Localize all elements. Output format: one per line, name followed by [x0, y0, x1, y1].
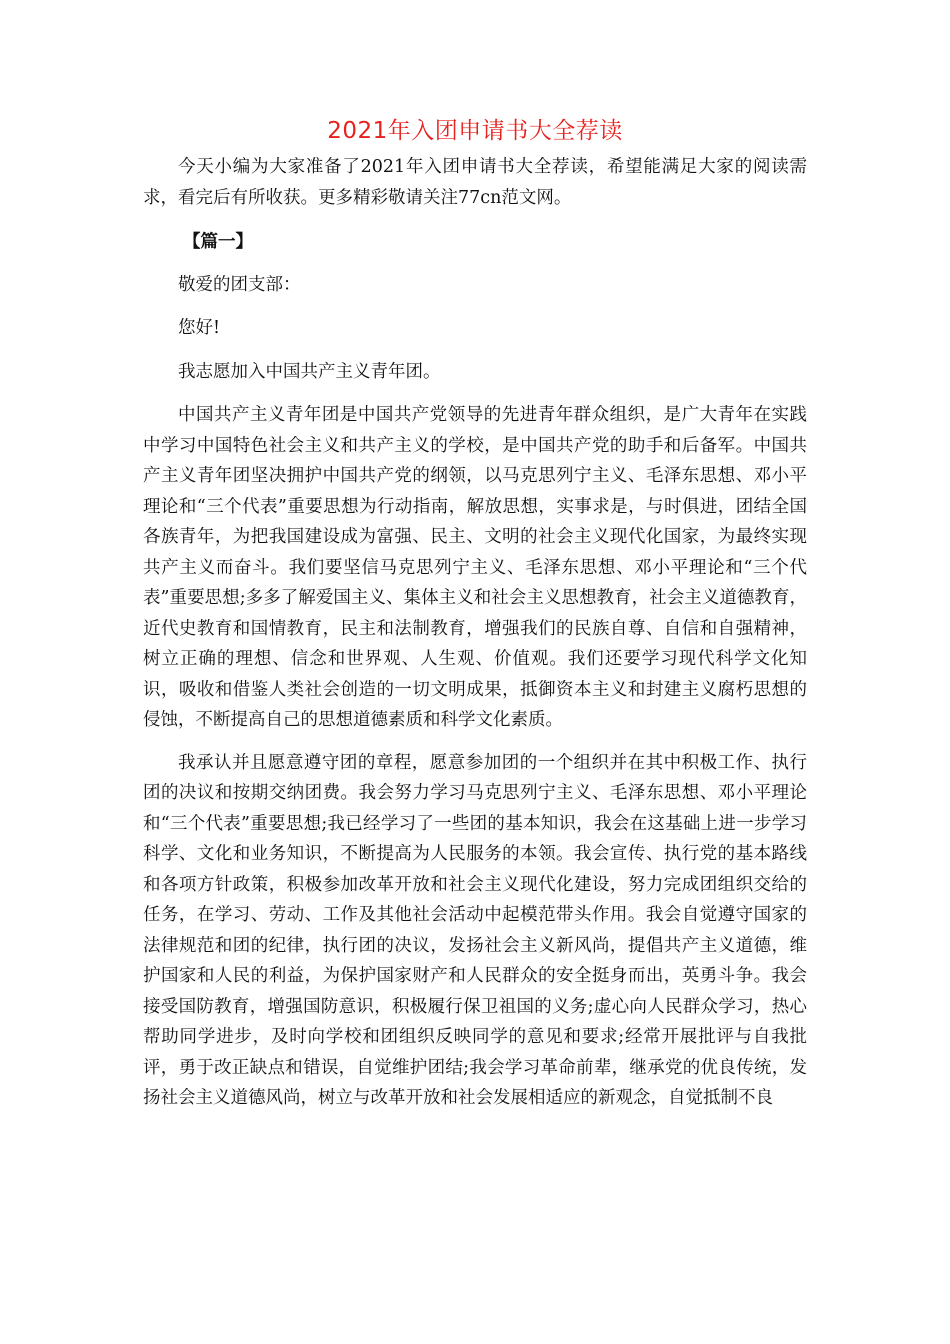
document-title: 2021年入团申请书大全荐读: [327, 118, 623, 144]
body-paragraph-2: 我承认并且愿意遵守团的章程，愿意参加团的一个组织并在其中积极工作、执行团的决议和按期交纳团费。我会努力学习马克思列宁主义、毛泽东思想、邓小平理论和“三个代表”重要思想;我已经学习了一些团的基本知识，我会在这基础上进一步学习科学、文化和业务知识，不断提高为人民服务的本领。我会宣传、执行党的基本路线和各项方针政策，积极参加改革开放和社会主义现代化建设，努力完成团组织交给的任务，在学习、劳动、工作及其他社会活动中起模范带头作用。我会自觉遵守国家的法律规范和团的纪律，执行团的决议，发扬社会主义新风尚，提倡共产主义道德，维护国家和人民的利益，为保护国家财产和人民群众的安全挺身而出，英勇斗争。我会接受国防教育，增强国防意识，积极履行保卫祖国的义务;虚心向人民群众学习，热心帮助同学进步，及时向学校和团组织反映同学的意见和要求;经常开展批评与自我批评，勇于改正缺点和错误，自觉维护团结;我会学习革命前辈，继承党的优良传统，发扬社会主义道德风尚，树立与改革开放和社会发展相适应的新观念，自觉抵制不良: [143, 752, 807, 1108]
intro-paragraph: 今天小编为大家准备了2021年入团申请书大全荐读，希望能满足大家的阅读需求，看完后有所收获。更多精彩敬请关注77cn范文网。: [143, 157, 807, 208]
statement: 我志愿加入中国共产主义青年团。: [178, 361, 441, 382]
body-paragraph-1: 中国共产主义青年团是中国共产党领导的先进青年群众组织，是广大青年在实践中学习中国特色社会主义和共产主义的学校，是中国共产党的助手和后备军。中国共产主义青年团坚决拥护中国共产党的纲领，以马克思列宁主义、毛泽东思想、邓小平理论和“三个代表”重要思想为行动指南，解放思想，实事求是，与时俱进，团结全国各族青年，为把我国建设成为富强、民主、文明的社会主义现代化国家，为最终实现共产主义而奋斗。我们要坚信马克思列宁主义、毛泽东思想、邓小平理论和“三个代表”重要思想;多多了解爱国主义、集体主义和社会主义思想教育，社会主义道德教育，近代史教育和国情教育，民主和法制教育，增强我们的民族自尊、自信和自强精神，树立正确的理想、信念和世界观、人生观、价值观。我们还要学习现代科学文化知识，吸收和借鉴人类社会创造的一切文明成果，抵御资本主义和封建主义腐朽思想的侵蚀，不断提高自己的思想道德素质和科学文化素质。: [143, 405, 807, 730]
greeting: 您好!: [178, 318, 221, 338]
salutation: 敬爱的团支部：: [178, 274, 301, 295]
document-body: [143, 152, 807, 1114]
section-heading: 【篇一】: [183, 232, 253, 252]
